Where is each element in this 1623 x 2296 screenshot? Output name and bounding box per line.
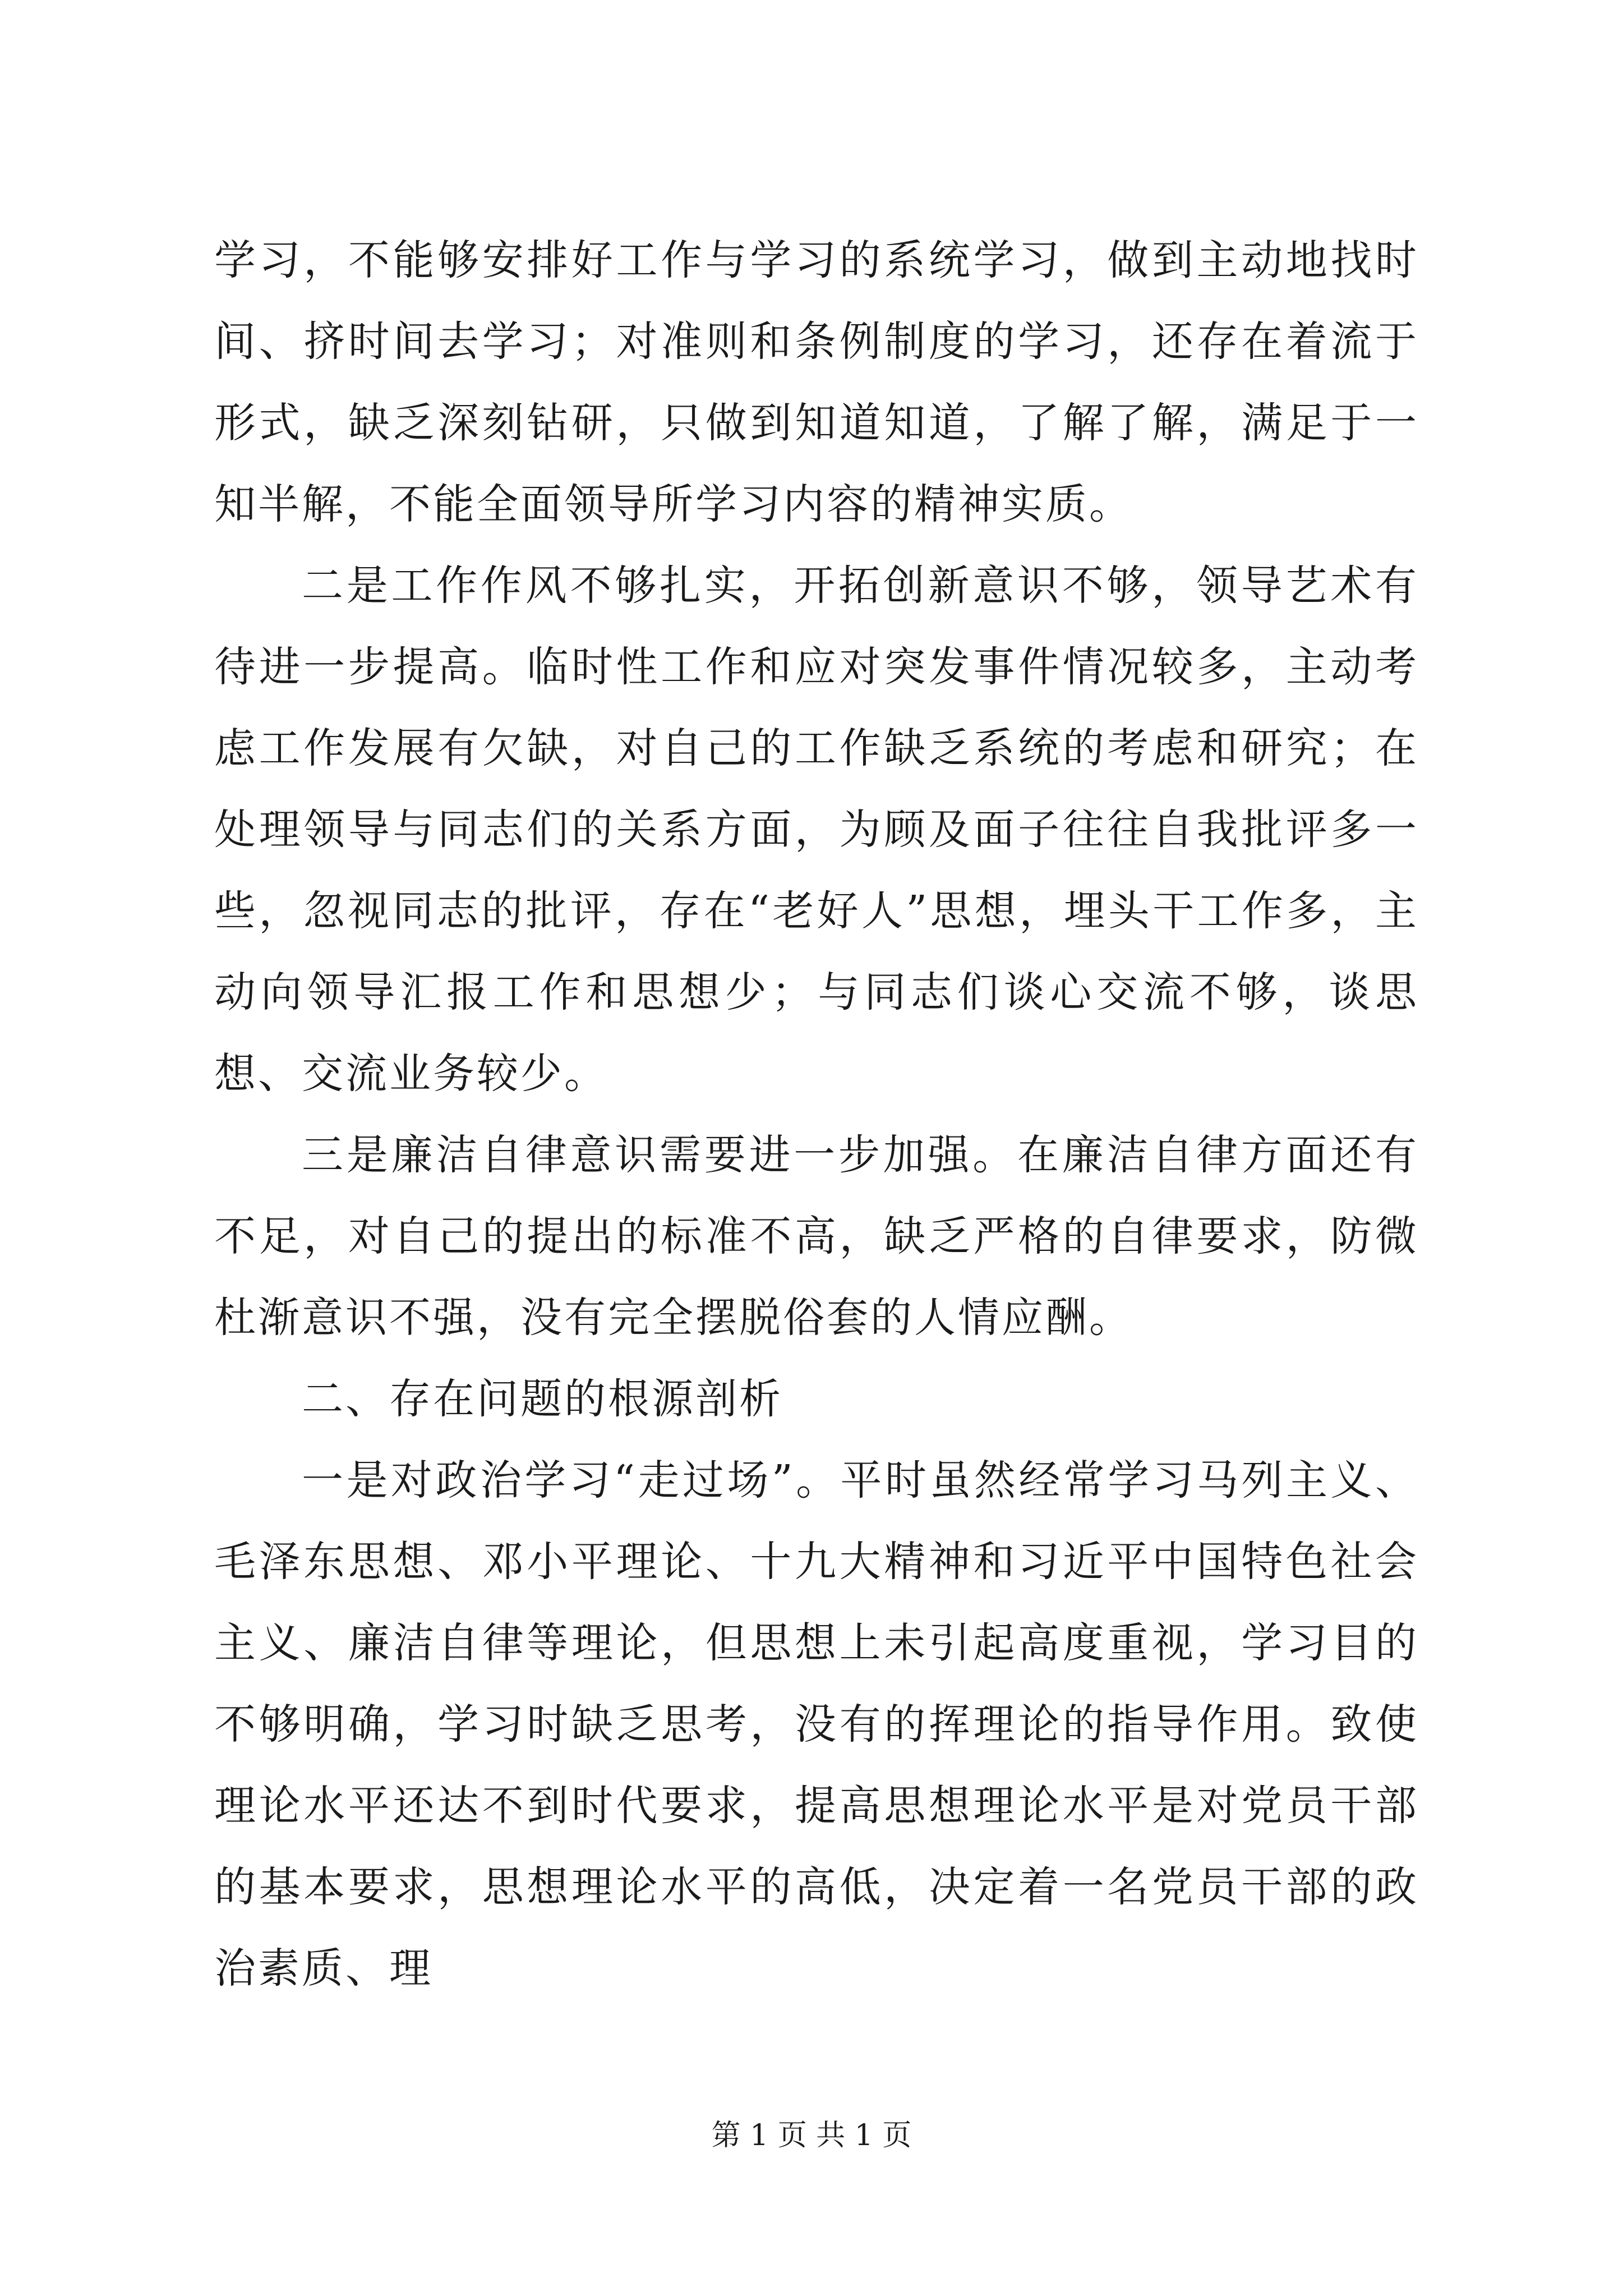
paragraph-integrity: 三是廉洁自律意识需要进一步加强。在廉洁自律方面还有不足，对自己的提出的标准不高，缺乏严格的自律要求，防微杜渐意识不强，没有完全摆脱俗套的人情应酬。 bbox=[214, 1131, 1419, 1342]
page-footer: 第 1 页 共 1 页 bbox=[711, 2119, 912, 2152]
section-heading-root-cause: 二、存在问题的根源剖析 bbox=[302, 1375, 783, 1423]
paragraph-continued: 学习，不能够安排好工作与学习的系统学习，做到主动地找时间、挤时间去学习；对准则和条例制度的学习，还存在着流于形式，缺乏深刻钻研，只做到知道知道，了解了解，满足于一知半解，不能全面领导所学习内容的精神实质。 bbox=[214, 236, 1419, 528]
paragraph-political-study: 一是对政治学习“走过场”。平时虽然经常学习马列主义、毛泽东思想、邓小平理论、十九大精神和习近平中国特色社会主义、廉洁自律等理论，但思想上未引起高度重视，学习目的不够明确，学习时缺乏思考，没有的挥理论的指导作用。致使理论水平还达不到时代要求，提高思想理论水平是对党员干部的基本要求，思想理论水平的高低，决定着一名党员干部的政治素质、理 bbox=[214, 1456, 1419, 1993]
paragraph-work-style: 二是工作作风不够扎实，开拓创新意识不够，领导艺术有待进一步提高。临时性工作和应对突发事件情况较多，主动考虑工作发展有欠缺，对自己的工作缺乏系统的考虑和研究；在处理领导与同志们的关系方面，为顾及面子往往自我批评多一些，忽视同志的批评，存在“老好人”思想，埋头干工作多，主动向领导汇报工作和思想少；与同志们谈心交流不够，谈思想、交流业务较少。 bbox=[214, 562, 1419, 1098]
document-body bbox=[214, 220, 1419, 2009]
